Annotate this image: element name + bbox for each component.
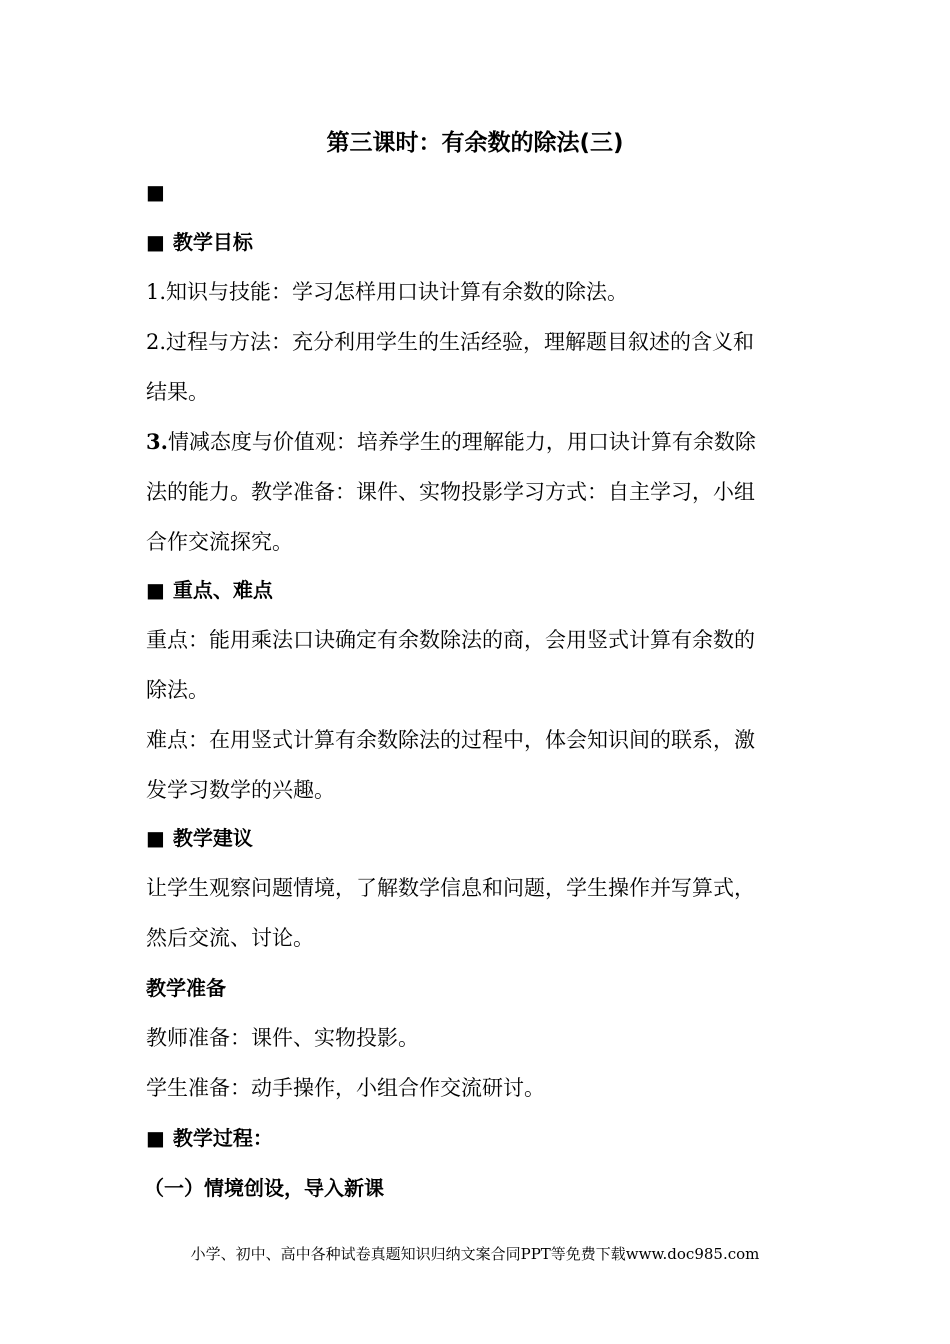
goals-heading-text: 教学目标 <box>172 230 253 254</box>
goal-3-number: 3. <box>146 429 168 454</box>
footer: 小学、初中、高中各种试卷真题知识归纳文案合同PPT等免费下载www.doc985.com <box>190 1245 760 1263</box>
bullet-icon: ■ <box>146 1126 165 1150</box>
empty-bullet <box>146 178 165 206</box>
goals-heading <box>146 228 253 256</box>
prep-student: 学生准备：动手操作，小组合作交流研讨。 <box>146 1076 545 1100</box>
prep-heading: 教学准备 <box>146 976 226 1000</box>
difficult-point-line-2: 发学习数学的兴趣。 <box>146 778 335 802</box>
key-point-line-1: 重点：能用乘法口诀确定有余数除法的商，会用竖式计算有余数的 <box>146 628 755 652</box>
key-heading-text: 重点、难点 <box>172 578 273 602</box>
key-point-line-2: 除法。 <box>146 678 209 702</box>
advice-heading-text: 教学建议 <box>172 826 253 850</box>
page-title: 第三课时：有余数的除法(三) <box>326 130 624 156</box>
goal-2-line-2: 结果。 <box>146 380 209 404</box>
advice-line-2: 然后交流、讨论。 <box>146 926 314 950</box>
goal-2-line-1: 2.过程与方法：充分利用学生的生活经验，理解题目叙述的含义和 <box>146 330 755 354</box>
difficult-point-line-1: 难点：在用竖式计算有余数除法的过程中，体会知识间的联系，激 <box>146 728 755 752</box>
goal-1: 1.知识与技能：学习怎样用口诀计算有余数的除法。 <box>146 280 629 304</box>
process-heading <box>146 1124 273 1152</box>
bullet-icon: ■ <box>146 180 165 204</box>
bullet-icon: ■ <box>146 578 165 602</box>
process-heading-text: 教学过程： <box>172 1126 273 1150</box>
key-heading <box>146 576 273 604</box>
goal-3-line-3: 合作交流探究。 <box>146 530 293 554</box>
advice-heading <box>146 824 253 852</box>
bullet-icon: ■ <box>146 826 165 850</box>
bullet-icon: ■ <box>146 230 165 254</box>
goal-3-line-1 <box>146 428 756 456</box>
goal-3-text: 情减态度与价值观：培养学生的理解能力，用口诀计算有余数除 <box>167 430 756 454</box>
goal-3-line-2: 法的能力。教学准备：课件、实物投影学习方式：自主学习，小组 <box>146 480 755 504</box>
prep-teacher: 教师准备：课件、实物投影。 <box>146 1026 419 1050</box>
advice-line-1: 让学生观察问题情境，了解数学信息和问题，学生操作并写算式， <box>146 876 755 900</box>
step-1-heading: （一）情境创设，导入新课 <box>144 1176 384 1200</box>
